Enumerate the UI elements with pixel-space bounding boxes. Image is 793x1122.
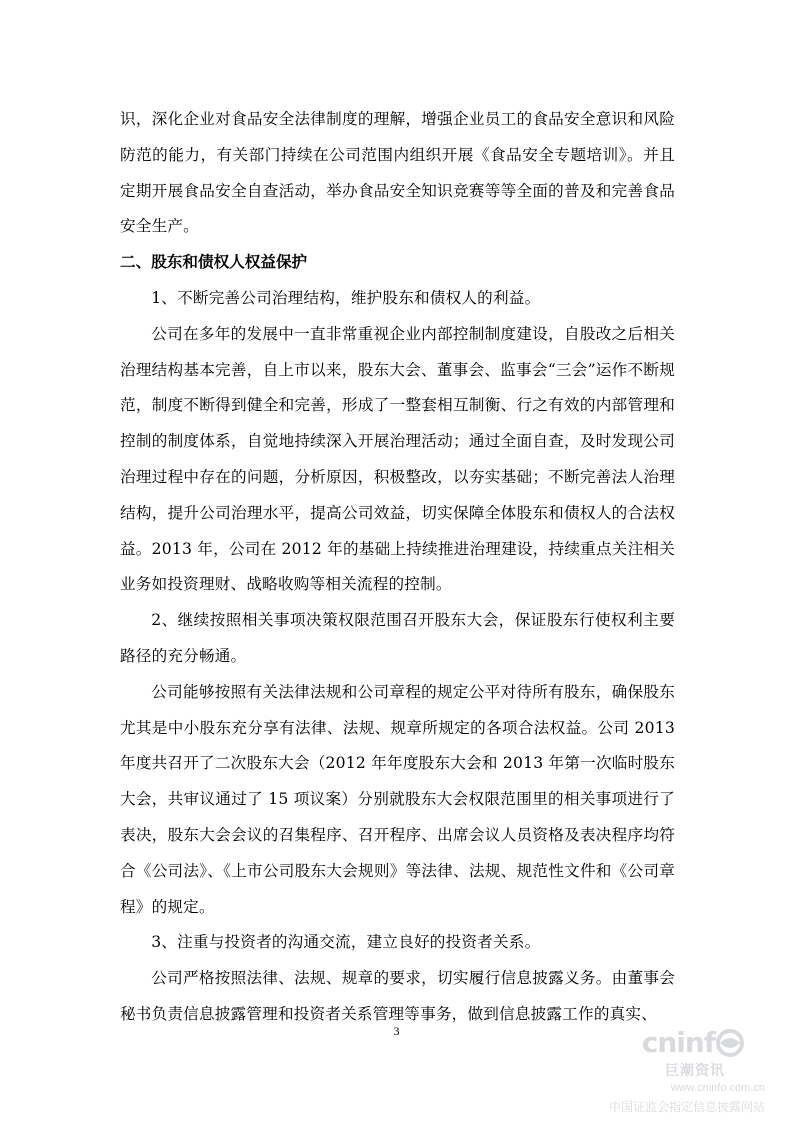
paragraph-item-3-title: 3、注重与投资者的沟通交流，建立良好的投资者关系。 — [151, 933, 541, 952]
cninfo-swirl-icon — [715, 1029, 745, 1057]
watermark-slogan: 中国证监会指定信息披露网站 — [608, 1100, 765, 1114]
document-body — [120, 102, 675, 1033]
paragraph-information-disclosure: 公司严格按照法律、法规、规章的要求，切实履行信息披露义务。由董事会秘书负责信息披露管理和投资者关系管理等事务，做到信息披露工作的真实、 — [120, 969, 675, 1023]
paragraph-item-2-title: 2、继续按照相关事项决策权限范围召开股东大会，保证股东行使权利主要路径的充分畅通。 — [120, 611, 675, 665]
paragraph-food-safety-continuation: 识，深化企业对食品安全法律制度的理解，增强企业员工的食品安全意识和风险防范的能力，有关部门持续在公司范围内组织开展《食品安全专题培训》。并且定期开展食品安全自查活动，举办食品安全知识竞赛等等全面的普及和完善食品安全生产。 — [120, 110, 675, 236]
paragraph-item-1-title: 1、不断完善公司治理结构，维护股东和债权人的利益。 — [151, 288, 541, 307]
watermark-brand: cninf — [641, 1026, 715, 1059]
paragraph-governance-structure: 公司在多年的发展中一直非常重视企业内部控制制度建设，自股改之后相关治理结构基本完善，自上市以来，股东大会、董事会、监事会“三会”运作不断规范，制度不断得到健全和完善，形成了一整套相互制衡、行之有效的内部管理和控制的制度体系，自觉地持续深入开展治理活动；通过全面自查，及时发现公司治理过程中存在的问题，分析原因，积极整改，以夯实基础；不断完善法人治理结构，提升公司治理水平，提高公司效益，切实保障全体股东和债权人的合法权益。2013 年，公司在 2012 年的基础上持续推进治理建设，持续重点关注相关业务如投资理财、战略收购等相关流程的控制。 — [120, 324, 675, 594]
paragraph-shareholder-meetings: 公司能够按照有关法律法规和公司章程的规定公平对待所有股东，确保股东尤其是中小股东充分享有法律、法规、规章所规定的各项合法权益。公司 2013 年度共召开了二次股东大会（2012 年年度股东大会和 2013 年第一次临时股东大会，共审议通过了 15 项议案）分别就股东大会权限范围里的相关事项进行了表决，股东大会会议的召集程序、召开程序、出席会议人员资格及表决程序均符合《公司法》、《上市公司股东大会规则》等法律、法规、规范性文件和《公司章程》的规定。 — [120, 682, 675, 916]
watermark-url: www.cninfo.com.cn — [670, 1082, 765, 1094]
section-heading-shareholder-rights: 二、股东和债权人权益保护 — [120, 253, 308, 272]
page-number: 3 — [393, 1024, 400, 1038]
watermark-logo-row — [642, 1026, 745, 1059]
watermark-brand-cn: 巨潮资讯 — [665, 1063, 725, 1079]
cninfo-watermark — [555, 1020, 765, 1115]
